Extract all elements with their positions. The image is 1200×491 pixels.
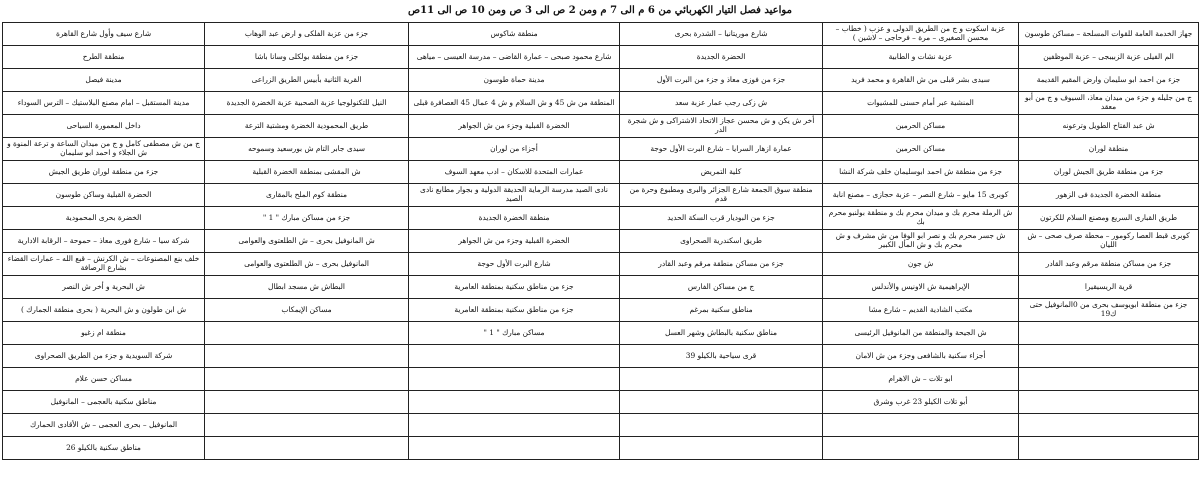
table-cell: جزء من مساكن منطقة مرقم وعبد القادر (1019, 253, 1199, 276)
table-row (3, 69, 1199, 92)
table-cell: ش زكى رجب عمار عزبة سعد (620, 92, 823, 115)
table-cell: سيدى بشر قبلى من ش القاهرة و محمد فريد (823, 69, 1019, 92)
table-cell: جزء من احمد ابو سليمان وارض المقيم القديمة (1019, 69, 1199, 92)
table-cell: مناطق سكنية بمرغم (620, 299, 823, 322)
table-cell: ش الرملة محرم بك و ميدان محرم بك و منطقة بولنبو محرم بك (823, 207, 1019, 230)
table-cell (205, 345, 409, 368)
table-cell: ش الجيحة والمنطقة من المانوفيل الرئيسى (823, 322, 1019, 345)
table-cell: كوبرى قبط العصا ركومور – محطة صرف صحى – ش الليان (1019, 230, 1199, 253)
table-cell: عمارة ازهار السرايا – شارع البرت الأول حوجة (620, 138, 823, 161)
table-cell: أبو تلات الكيلو 23 غرب وشرق (823, 391, 1019, 414)
table-row (3, 368, 1199, 391)
table-cell: مساكن الإيمكاب (205, 299, 409, 322)
table-cell (409, 414, 620, 437)
table-cell: الم الفيلى عزبة الزبيبجى – عزبة الموظفين (1019, 46, 1199, 69)
table-cell (1019, 414, 1199, 437)
table-cell: شارع محمود صبحى – عمارة القاضى – مدرسة العيسى – مياهى (409, 46, 620, 69)
table-cell: المانوفيل بحرى – ش الطلعتوى والعوامى (205, 253, 409, 276)
table-cell: مساكن الحرمين (823, 115, 1019, 138)
table-cell: جزء من منطقة طريق الجيش لوران (1019, 161, 1199, 184)
table-cell: قرية الريسيقيرا (1019, 276, 1199, 299)
table-cell: مساكن الحرمين (823, 138, 1019, 161)
table-cell: قرى سياحية بالكيلو 39 (620, 345, 823, 368)
table-cell (409, 368, 620, 391)
table-cell: النيل للتكنولوجيا عزبة الصحبية عزبة الخضرة الجديدة (205, 92, 409, 115)
table-row (3, 414, 1199, 437)
table-cell: سيدى جابر التام ش بورسعيد وسموحه (205, 138, 409, 161)
table-cell: مساكن مبارك " 1 " (409, 322, 620, 345)
table-cell: خلف بنع المصنوعات – ش الكرنش – قبع الله – عمارات القضاء بشارع الرصافة (3, 253, 205, 276)
table-cell: جزء من منطقة ش احمد ابوسليمان خلف شركة النشا (823, 161, 1019, 184)
table-cell: كوبرى 15 مايو – شارع النصر – عزبة حجازى – مصنع انابة (823, 184, 1019, 207)
table-cell: أخر ش يكن و ش محسن عجاز الاتحاد الاشتراكى و ش شجرة الدر (620, 115, 823, 138)
table-cell: ش البحرية و أخر ش النصر (3, 276, 205, 299)
table-cell (823, 414, 1019, 437)
table-cell: جهاز الخدمة العامة للقوات المسلحة – مساكن طوسون (1019, 23, 1199, 46)
table-cell: مكتب الشادية القديم – شارع مشا (823, 299, 1019, 322)
table-cell: ج من ش مصطفى كامل و ج من ميدان الساعة و ترعة المنوة و ش الجلاء و احمد ابو سليمان (3, 138, 205, 161)
table-cell (205, 437, 409, 460)
table-row (3, 230, 1199, 253)
table-cell (205, 391, 409, 414)
table-cell: عمارات المتحدة للاسكان – ادب معهد السوف (409, 161, 620, 184)
table-cell (1019, 322, 1199, 345)
table-cell (205, 368, 409, 391)
table-cell: الخضرة القبلية وجزء من ش الجواهر (409, 115, 620, 138)
table-cell: جزء من منطقة ابويوسف بحرى من 0المانوفيل حتى ك19 (1019, 299, 1199, 322)
table-cell: طريق اسكندرية الصحراوى (620, 230, 823, 253)
table-cell: ش المانوفيل بحرى – ش الطلعتوى والعوامى (205, 230, 409, 253)
table-cell: عزبة نشات و الطابية (823, 46, 1019, 69)
table-cell: مدينة فيصل (3, 69, 205, 92)
table-cell: الحضرة القبلية وساكن طوسون (3, 184, 205, 207)
table-cell: أجزاء من لوران (409, 138, 620, 161)
table-cell: منطقة لوران (1019, 138, 1199, 161)
table-cell: ابو تلات – ش الاهرام (823, 368, 1019, 391)
table-cell: منطقة الخضرة الجديدة فى الزهور (1019, 184, 1199, 207)
table-cell: مناطق سكنية بالبطاش وشهر العسل (620, 322, 823, 345)
table-cell (205, 322, 409, 345)
table-cell: منطقة الطرح (3, 46, 205, 69)
table-cell: الإبراهيمية ش الاونيس والأندلس (823, 276, 1019, 299)
table-cell: ج من مساكن الفارس (620, 276, 823, 299)
table-cell: الخضرة القبلية وجزء من ش الجواهر (409, 230, 620, 253)
table-cell: مناطق سكنية بالكيلو 26 (3, 437, 205, 460)
table-row (3, 391, 1199, 414)
table-cell: داخل المعمورة السياحى (3, 115, 205, 138)
table-cell: ش المقشى بمنطقة الخضرة القبلية (205, 161, 409, 184)
table-cell: مناطق سكنية بالعجمى – المانوفيل (3, 391, 205, 414)
table-row (3, 92, 1199, 115)
table-cell: المنشية عبر أمام حسنى للمشيوات (823, 92, 1019, 115)
table-cell: جزء من منطقة لوران طريق الجيش (3, 161, 205, 184)
table-cell (1019, 368, 1199, 391)
table-cell (1019, 437, 1199, 460)
table-cell: المنطقة من ش 45 و ش السلام و ش 4 عمال 45 العصافرة قبلى (409, 92, 620, 115)
table-cell: ج من جليله و جزء من ميدان معاذ، السيوف و ج من أبو معقد (1019, 92, 1199, 115)
table-cell: جزء من مساكن منطقة مرقم وعبد القادر (620, 253, 823, 276)
table-cell (620, 437, 823, 460)
table-cell: شارع موريتانيا – الشدرة بحرى (620, 23, 823, 46)
table-cell (620, 368, 823, 391)
table-cell: البطاش ش مسجد ابطال (205, 276, 409, 299)
table-row (3, 253, 1199, 276)
table-cell: المانوفيل – بحرى العجمى – ش الأقادى الحمارك (3, 414, 205, 437)
table-row (3, 207, 1199, 230)
table-cell: نادى الصيد مدرسة الرماية الحديقة الدولية و بجوار مطابع نادى الصيد (409, 184, 620, 207)
table-cell: القرية الثانية بأبيس الطريق الزراعى (205, 69, 409, 92)
table-cell: شركة السويدية و جزء من الطريق الصحراوى (3, 345, 205, 368)
table-cell: شارع سيف وأول شارع القاهرة (3, 23, 205, 46)
table-cell: ش جون (823, 253, 1019, 276)
table-row (3, 161, 1199, 184)
table-cell: جزء من البوديار قرب السكة الحديد (620, 207, 823, 230)
table-cell: جزء من مناطق سكنية بمنطقة العامرية (409, 299, 620, 322)
table-row (3, 322, 1199, 345)
table-cell: شارع البرت الأول حوجة (409, 253, 620, 276)
table-cell (409, 345, 620, 368)
table-cell: جزء من مناطق سكنية بمنطقة العامرية (409, 276, 620, 299)
table-cell: جزء من عزبة الفلكى و ارض عبد الوهاب (205, 23, 409, 46)
table-cell (823, 437, 1019, 460)
table-cell (409, 391, 620, 414)
table-cell: جزء من فوزى معاذ و جزء من البرت الأول (620, 69, 823, 92)
table-cell (1019, 391, 1199, 414)
table-cell: أجزاء سكنية بالشافعى وجزء من ش الامان (823, 345, 1019, 368)
table-row (3, 23, 1199, 46)
table-cell (620, 414, 823, 437)
table-cell: جزء من منطقة بولكلى وسانا باشا (205, 46, 409, 69)
table-row (3, 299, 1199, 322)
table-row (3, 345, 1199, 368)
table-cell: طريق القبارى السريع ومصنع السلام للكرتون (1019, 207, 1199, 230)
table-cell (205, 414, 409, 437)
table-cell (409, 437, 620, 460)
table-cell: عزبة اسكوت و ج من الطريق الدولى و عزب ( خطاب – محسن الصغيرى – مرة – فرحاجى – لاشين ) (823, 23, 1019, 46)
table-cell: الخضرة بحرى المحمودية (3, 207, 205, 230)
table-row (3, 276, 1199, 299)
table-cell: مدينة المستقبل – امام مصنع البلاستيك – الترس السوداء (3, 92, 205, 115)
table-cell: ش جسر محرم بك و نصر ابو الوفا من ش مشرف و ش محرم بك و ش المأل الكبير (823, 230, 1019, 253)
table-cell: كلية التمريض (620, 161, 823, 184)
table-cell: شركة سيا – شارع فورى معاذ – حموحة – الرقابة الادارية (3, 230, 205, 253)
table-cell: مساكن حسن علام (3, 368, 205, 391)
table-cell: منطقة شاكوس (409, 23, 620, 46)
table-cell (1019, 345, 1199, 368)
page-title: مواعيد فصل التيار الكهربائي من 6 م الى 7 م ومن 2 ص الى 3 ص ومن 10 ص الى 11ص (408, 5, 792, 16)
table-cell: جزء من مساكن مبارك " 1 " (205, 207, 409, 230)
table-cell: الحضرة الجديدة (620, 46, 823, 69)
table-cell: منطقة سوق الجمعة شارع الجزائر والبرى ومطبوع وحرة من قدم (620, 184, 823, 207)
table-cell: ش عبد الفتاح الطويل وترعونه (1019, 115, 1199, 138)
table-row (3, 46, 1199, 69)
table-row (3, 115, 1199, 138)
table-cell: منطقة ام زغيو (3, 322, 205, 345)
outage-schedule-table (2, 22, 1199, 460)
table-cell: مدينة حماة طوسون (409, 69, 620, 92)
table-row (3, 184, 1199, 207)
table-row (3, 437, 1199, 460)
table-cell: طريق المحمودية الخضرة ومشتية الترعة (205, 115, 409, 138)
table-cell: ش ابن طولون و ش البحرية ( بحرى منطقة الجمارك ) (3, 299, 205, 322)
table-cell: منطقة كوم الملح بالمقارى (205, 184, 409, 207)
table-row (3, 138, 1199, 161)
table-cell: منطقة الخضرة الجديدة (409, 207, 620, 230)
table-cell (620, 391, 823, 414)
